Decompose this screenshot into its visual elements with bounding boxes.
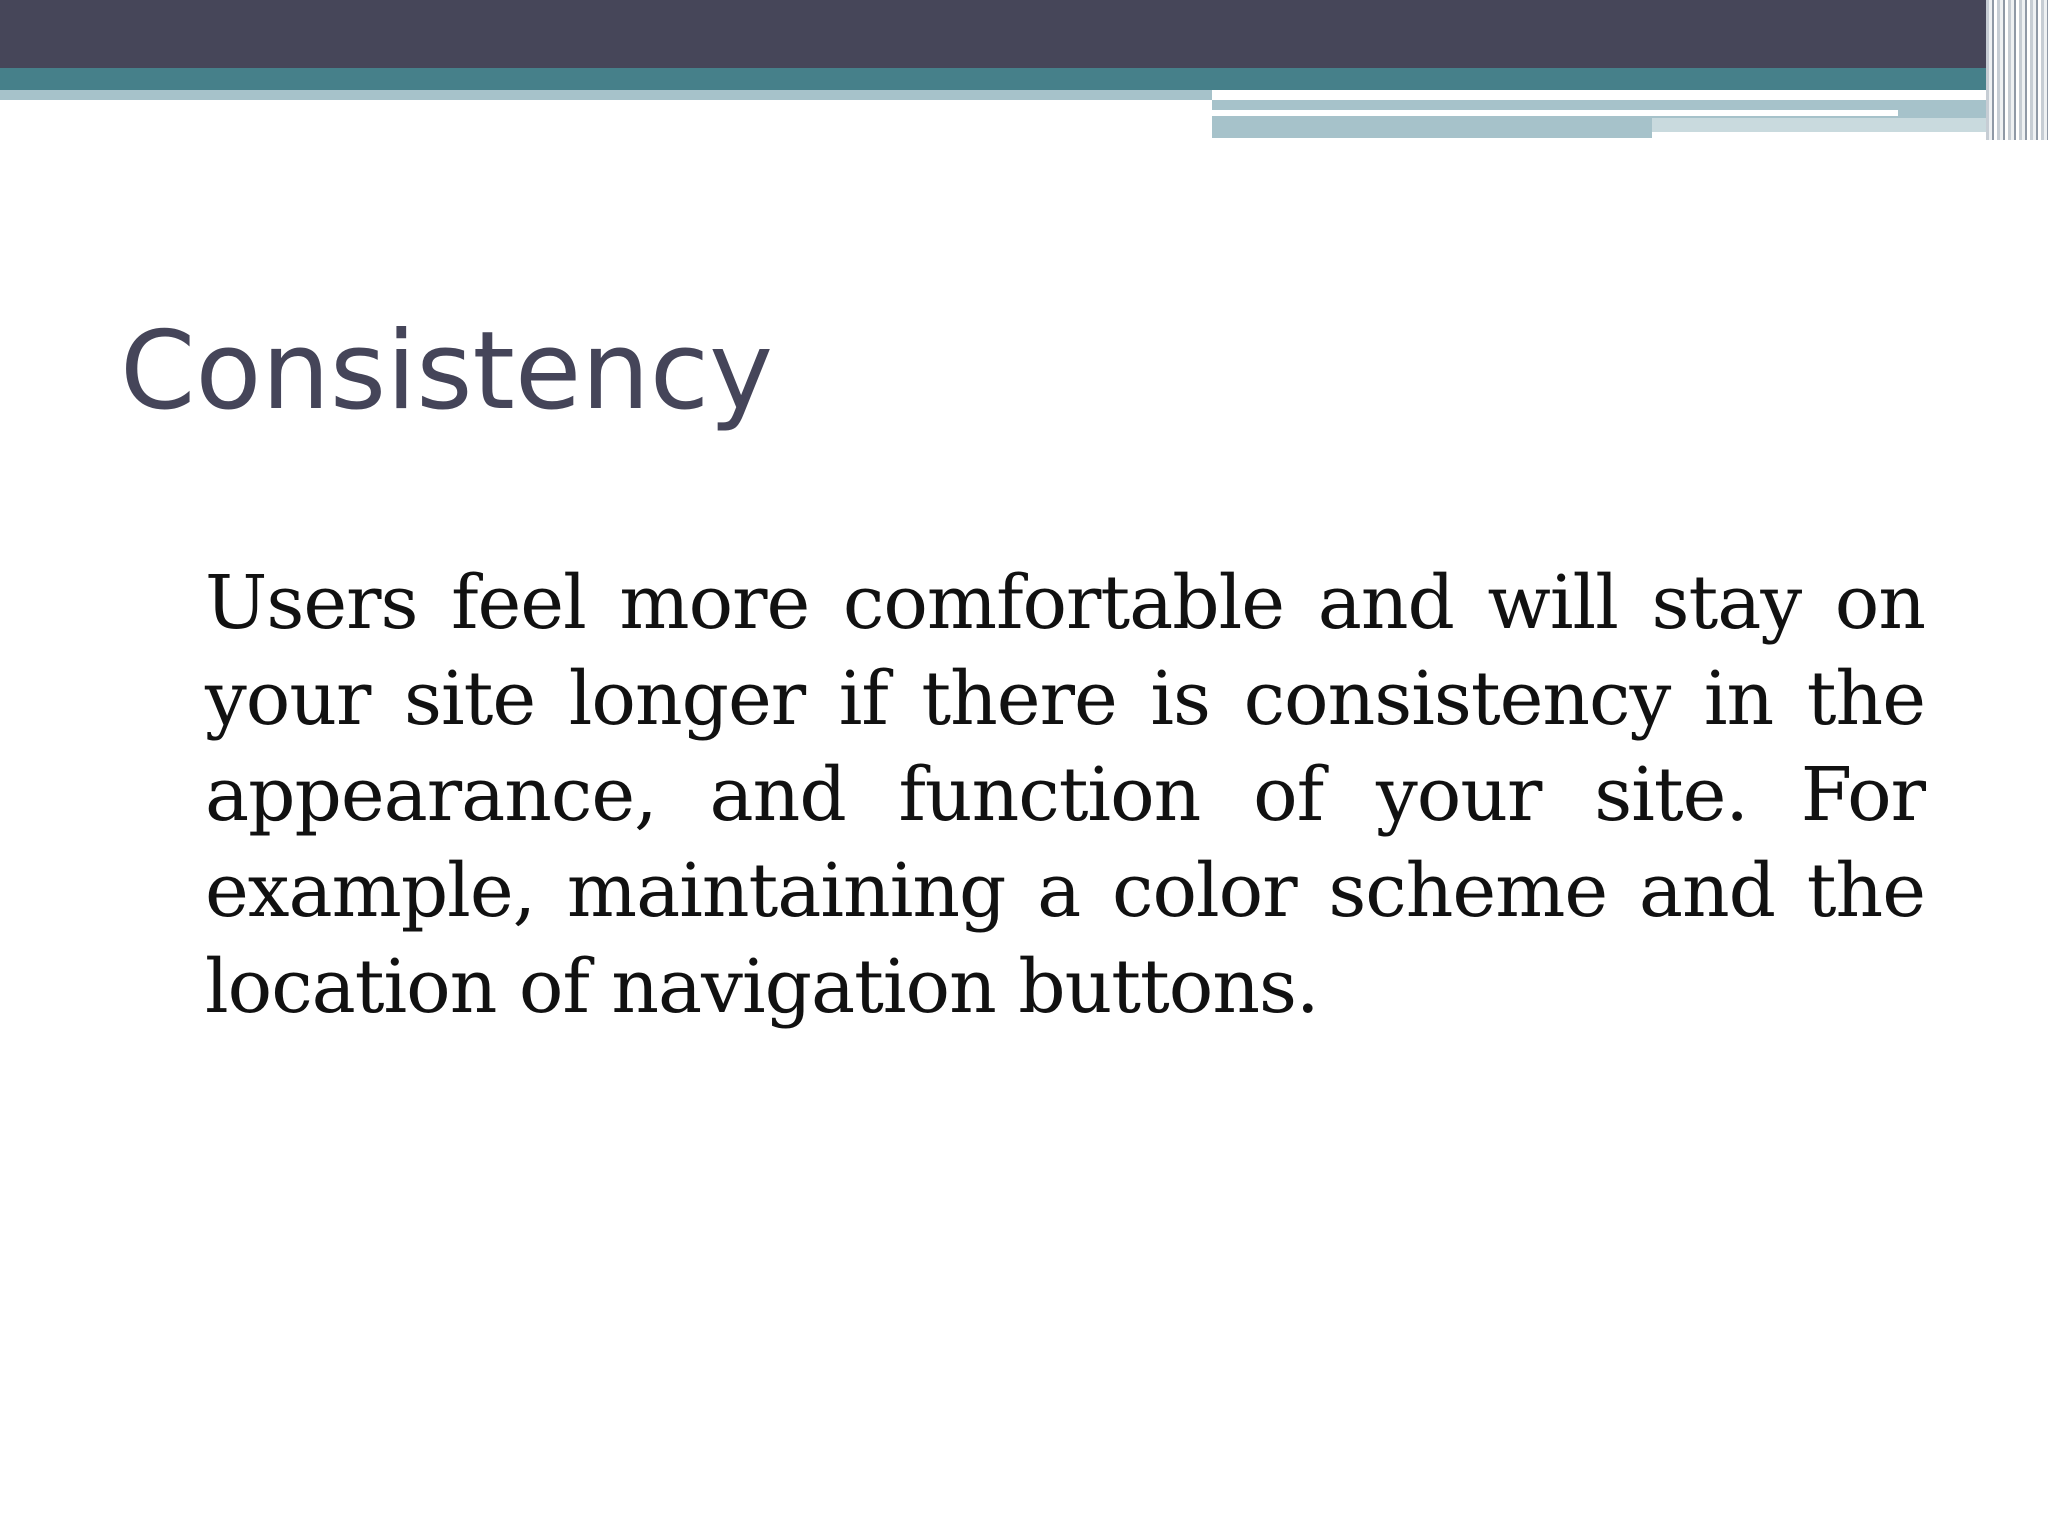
header-white-line	[1212, 110, 1898, 116]
header-dark-band	[0, 0, 2048, 68]
slide-title: Consistency	[120, 309, 774, 434]
header-pale-band-lower	[1652, 118, 2012, 132]
header-light-band-left	[0, 90, 1212, 100]
slide-body-text: Users feel more comfortable and will stay on your site longer if there is consistency in the appearance, and function of your site. For example, maintaining a color scheme and the location of navigation buttons.	[205, 560, 1925, 1030]
header-stripes-decoration	[1986, 0, 2048, 140]
header-teal-band	[0, 68, 2048, 90]
header-light-band-lower	[1212, 118, 1652, 138]
